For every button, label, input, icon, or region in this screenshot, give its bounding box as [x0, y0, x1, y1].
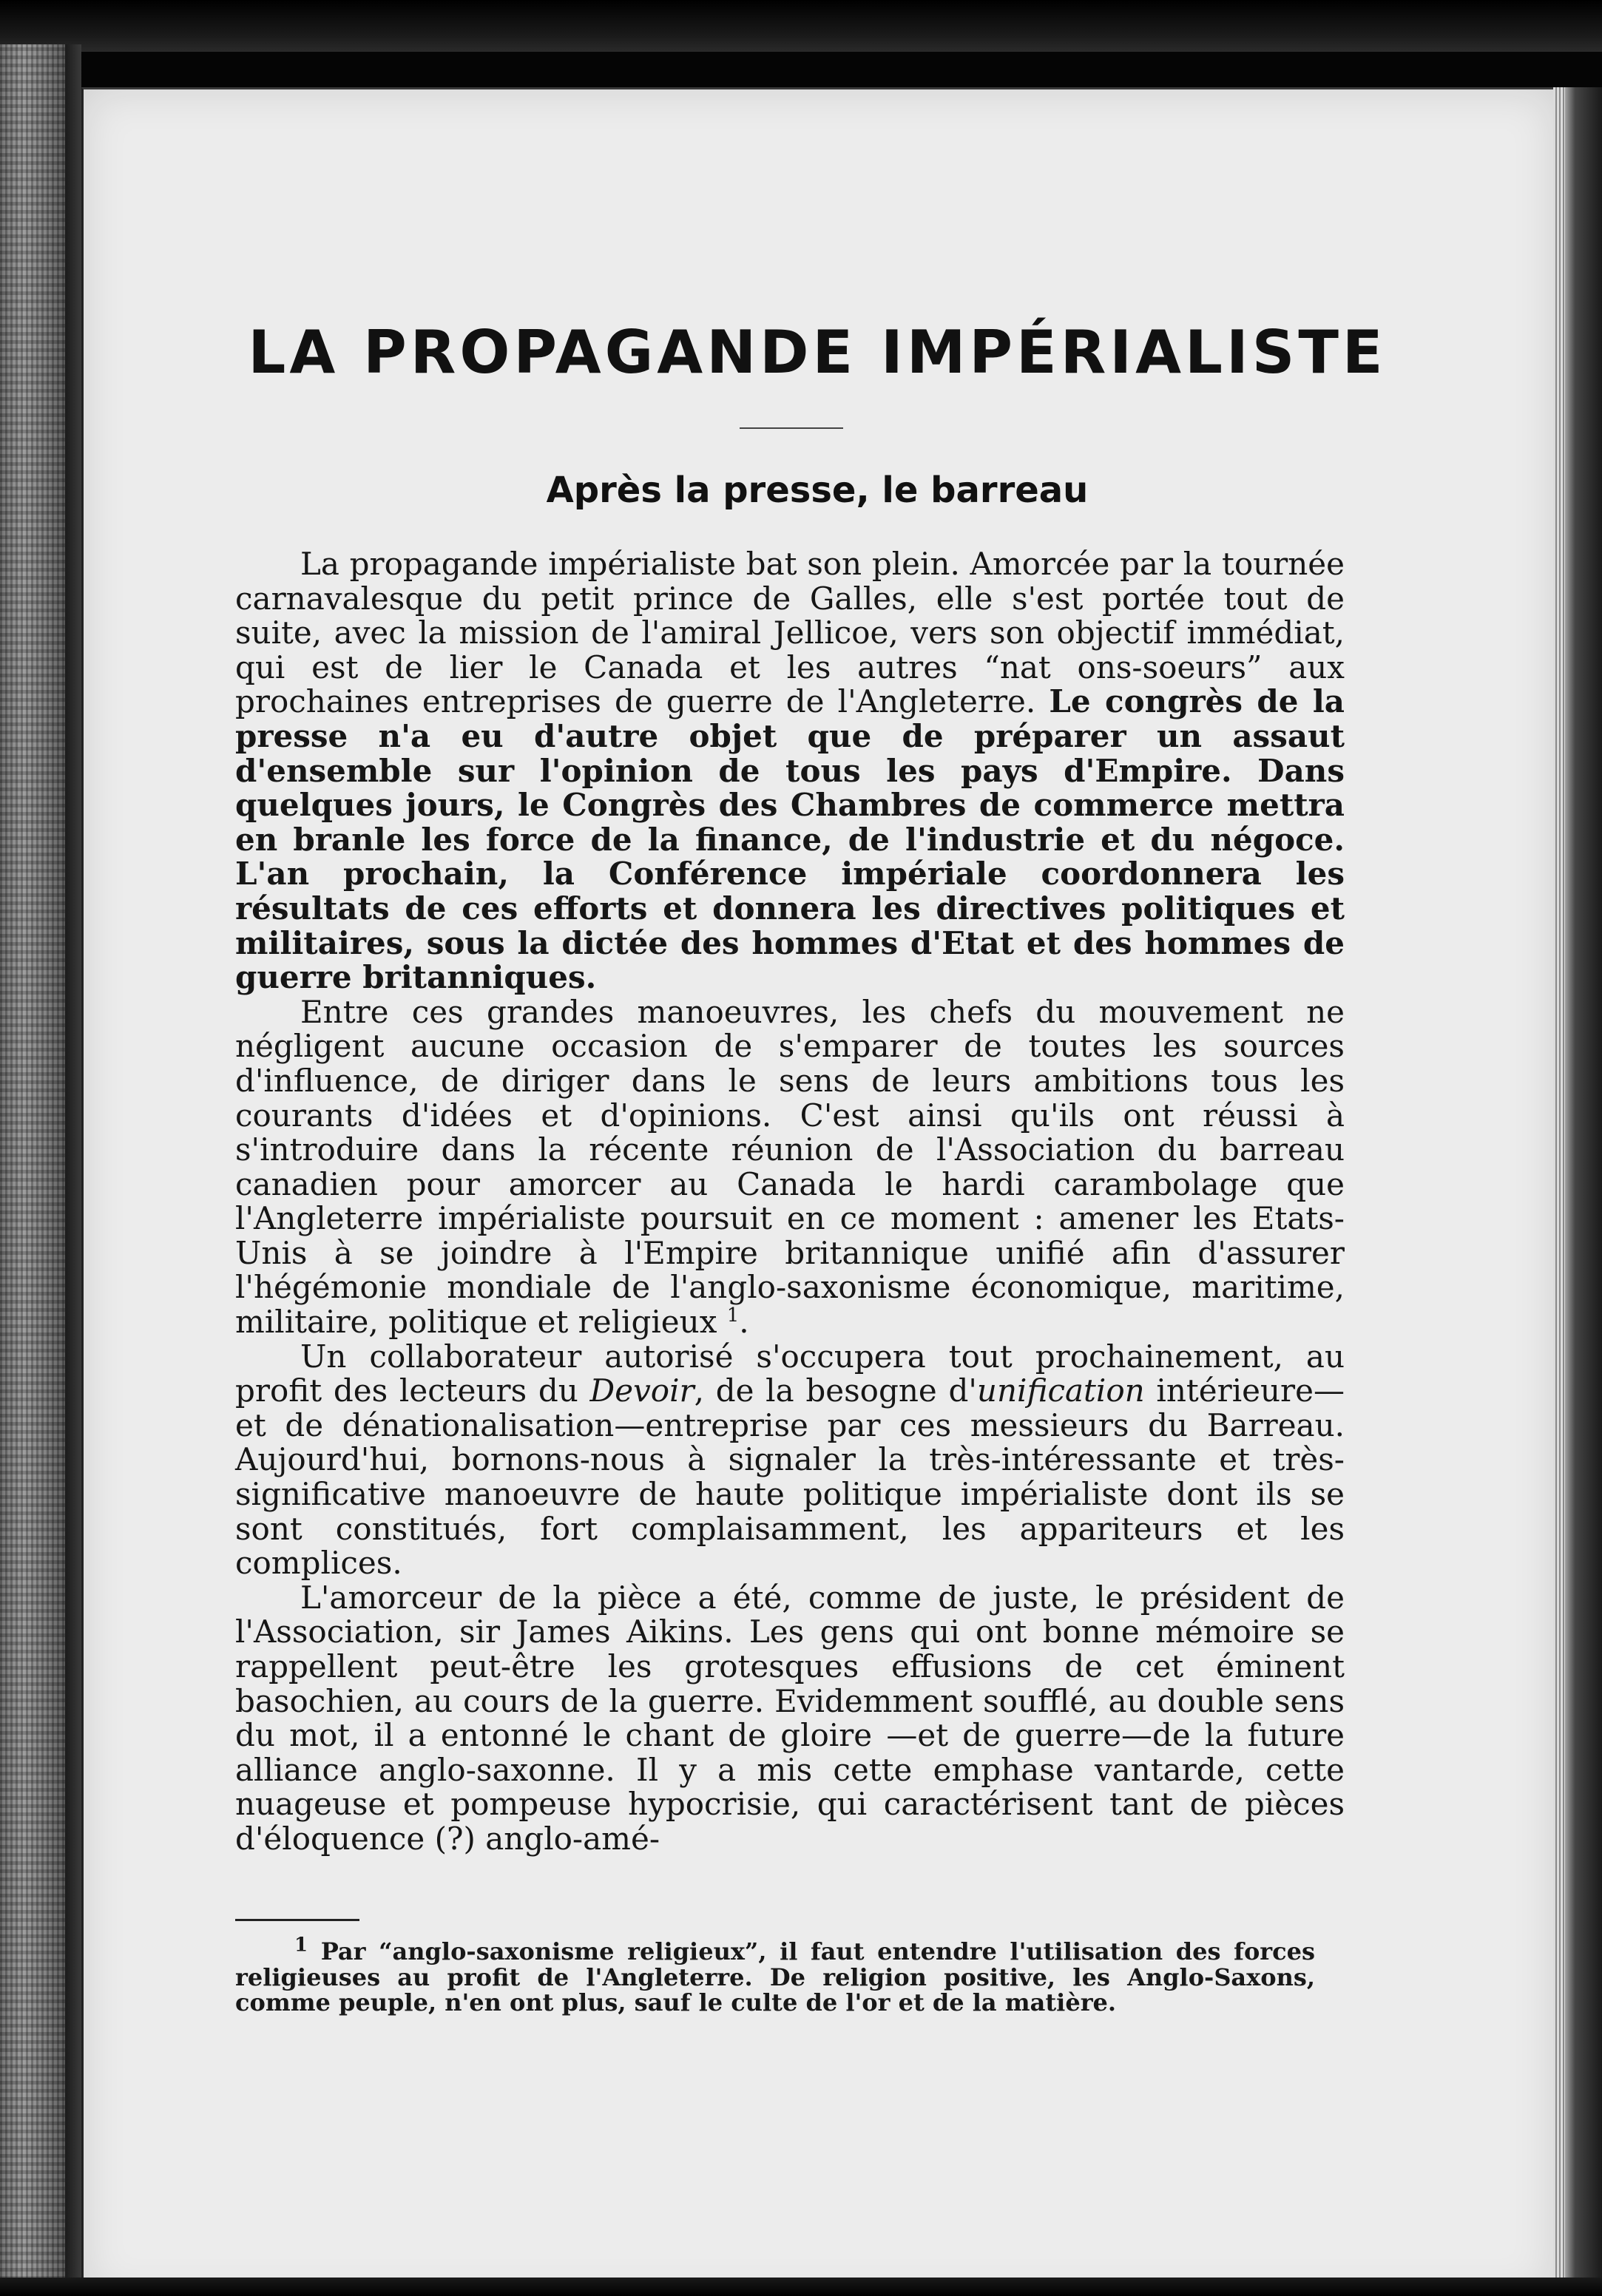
footnote-text: Par “anglo-saxonisme religieux”, il faut entendre l'utilisation des forces religieuses au profit de l'Angleterre. De religion positive, les Anglo-Saxons, comme peuple, n'en ont plus, sauf le culte de l'or et de la matière.: [235, 1937, 1316, 2016]
gutter-shadow: [65, 44, 81, 2296]
paragraph-3-run-3: , de la besogne d': [694, 1372, 977, 1409]
paragraph-2: [235, 995, 1345, 1340]
paragraph-1: [235, 547, 1345, 995]
paragraph-4-run-1: L'amorceur de la pièce a été, comme de juste, le président de l'Association, sir James Aikins. Les gens qui ont bonne mémoire se rappellent peut-être les grotesques effusions de cet éminent basochien, au cours de la guerre. Evidemment soufflé, au double sens du mot, il a entonné le chant de gloire —et de guerre—de la future alliance anglo-saxonne. Il y a mis cette emphase vantarde, cette nuageuse et pompeuse hypocrisie, qui caractérisent tant de pièces d'éloquence (?) anglo-amé-: [235, 1579, 1345, 1857]
article-subtitle: Après la presse, le barreau: [546, 470, 1089, 511]
paragraph-3-italic-devoir: Devoir: [589, 1372, 694, 1409]
title-rule: [740, 427, 843, 429]
paragraph-3-run-5: intérieure—et de dénationalisation—entreprise par ces messieurs du Barreau. Aujourd'hui, bornons-nous à signaler la très-intéressante et très-significative manoeuvre de haute politique impérialiste dont ils se sont constitués, fort complaisamment, les appariteurs et les complices.: [235, 1372, 1345, 1582]
paragraph-3-run-1: Un collaborateur autorisé s'occupera tout prochainement, au profit des lecteurs du: [235, 1338, 1345, 1409]
page-title: LA PROPAGANDE IMPÉRIALISTE: [248, 318, 1387, 387]
paragraph-3-italic-unification: unification: [976, 1372, 1145, 1409]
article-body: [235, 547, 1345, 1857]
paragraph-2-run-1: Entre ces grandes manoeuvres, les chefs du mouvement ne négligent aucune occasion de s'emparer de toutes les sources d'influence, de diriger dans le sens de leurs ambitions tous les courants d'idées et d'opinions. C'est ainsi qu'ils ont réussi à s'introduire dans la récente réunion de l'Association du barreau canadien pour amorcer au Canada le hardi carambolage que l'Angleterre impérialiste poursuit en ce moment : amener les Etats-Unis à se joindre à l'Empire britannique unifié afin d'assurer l'hégémonie mondiale de l'anglo-saxonisme économique, maritime, militaire, politique et religieux: [235, 993, 1345, 1341]
paragraph-2-run-3: .: [739, 1304, 749, 1341]
paragraph-1-run-2-bold: Le congrès de la presse n'a eu d'autre objet que de préparer un assaut d'ensemble sur l'opinion de tous les pays d'Empire. Dans quelques jours, le Congrès des Chambres de commerce mettra en branle les force de la finance, de l'industrie et du négoce. L'an prochain, la Conférence impériale coordonnera les résultats de ces efforts et donnera les directives politiques et militaires, sous la dictée des hommes d'Etat et des hommes de guerre britanniques.: [235, 683, 1345, 996]
footnote-reference: 1: [726, 1304, 740, 1327]
paragraph-3: [235, 1340, 1345, 1581]
film-border-top: [0, 0, 1602, 52]
paragraph-1-run-1: La propagande impérialiste bat son plein. Amorcée par la tournée carnavalesque du petit prince de Galles, elle s'est portée tout de suite, avec la mission de l'amiral Jellicoe, vers son objectif immédiat, qui est de lier le Canada et les autres “nat ons-soeurs” aux prochaines entreprises de guerre de l'Angleterre.: [235, 546, 1345, 720]
film-border-bottom: [0, 2278, 1602, 2296]
adjacent-page-edge: [0, 44, 67, 2296]
page-edge-lines: [1553, 87, 1565, 2296]
paragraph-4: [235, 1581, 1345, 1857]
footnote-separator: [235, 1919, 359, 1921]
footnote-marker: 1: [294, 1934, 308, 1957]
footnote: [235, 1934, 1316, 2016]
